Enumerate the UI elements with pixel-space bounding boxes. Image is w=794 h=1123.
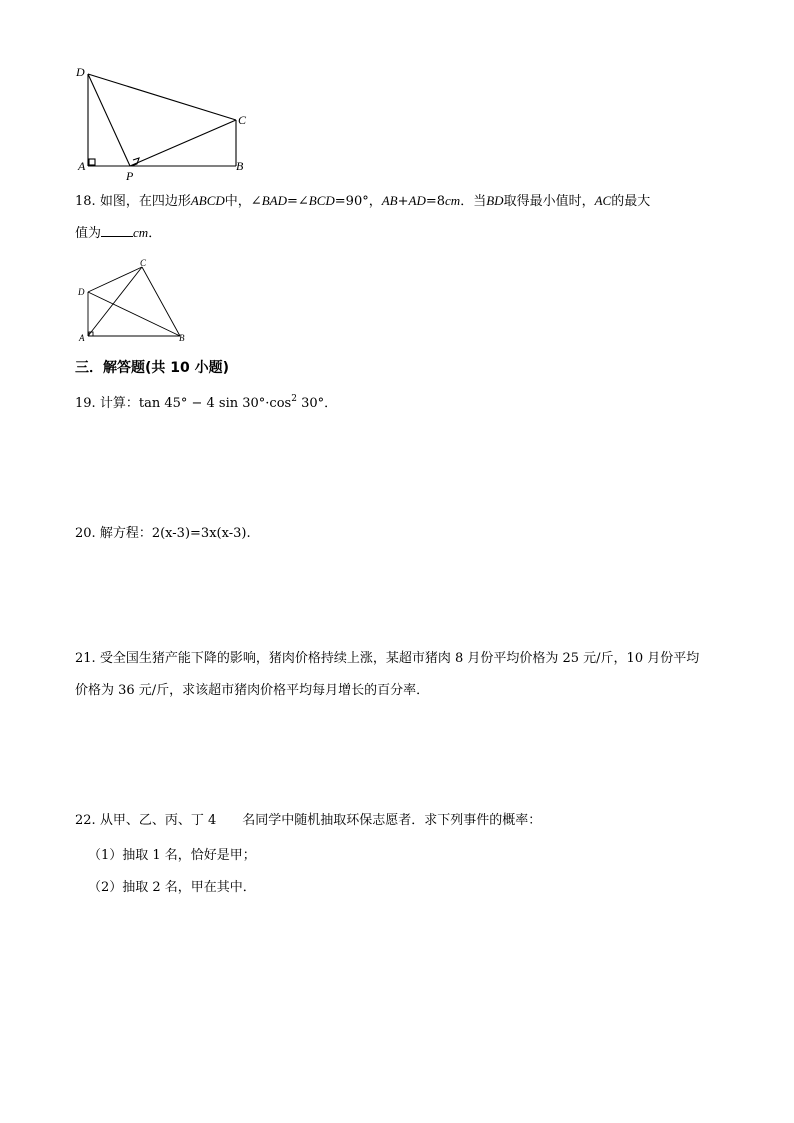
fig1-label-d: D <box>76 65 85 79</box>
q22-part1: （1）抽取 1 名，恰好是甲； <box>88 848 256 863</box>
q20-number: 20. <box>75 526 96 541</box>
figure-2-quadrilateral <box>74 255 194 345</box>
q20-equation: 2(x-3)=3x(x-3) <box>151 526 247 541</box>
q18-text-b: 中，∠ <box>224 194 262 209</box>
q18-angle1: BAD <box>261 193 287 208</box>
q18-ac: AC <box>594 193 612 208</box>
q18-text-c: =90°， <box>334 194 382 209</box>
q18-answer-blank[interactable] <box>101 224 133 237</box>
q21-line2: 价格为 36 元/斤，求该超市猪肉价格平均每月增长的百分率． <box>75 683 430 698</box>
q18-text-g: 的最大 <box>611 194 651 209</box>
q19-expr-sup: 2 <box>291 394 297 404</box>
fig1-label-a: A <box>78 159 86 173</box>
q18-angle2: BCD <box>308 193 335 208</box>
q18-unit: cm <box>445 193 461 208</box>
q19-number: 19. <box>75 396 96 411</box>
fig2-label-b: B <box>179 333 185 343</box>
q22-text-b: 名同学中随机抽取环保志愿者．求下列事件的概率： <box>242 813 542 828</box>
q18-number: 18. <box>75 194 96 209</box>
fig1-label-p: P <box>126 169 134 182</box>
q21-number: 21. <box>75 651 96 666</box>
fig2-label-a: A <box>79 333 85 343</box>
fig2-label-c: C <box>140 258 147 268</box>
q19-expr-b: 30° <box>296 396 325 411</box>
q20-prefix: 解方程： <box>99 526 152 541</box>
q19-line <box>75 394 337 414</box>
q22-part2: （2）抽取 2 名，甲在其中． <box>88 880 256 895</box>
q22-text-a: 从甲、乙、丙、丁 4 <box>99 813 217 828</box>
q18-text-a: 如图，在四边形 <box>99 194 191 209</box>
q19-end: ． <box>324 396 338 411</box>
q18-ab: AB <box>381 193 398 208</box>
q18-ad: AD <box>408 193 426 208</box>
q20-line <box>75 524 251 544</box>
q19-expr-a: tan 45° − 4 sin 30°·cos <box>138 396 292 411</box>
q18-line2 <box>75 223 161 244</box>
figure-1-quadrilateral <box>70 62 260 182</box>
q18-line1 <box>75 191 650 212</box>
q18-bd: BD <box>486 193 504 208</box>
fig1-label-b: B <box>236 159 244 173</box>
q18-plus: + <box>397 194 409 209</box>
q18-text-f: 取得最小值时， <box>503 194 595 209</box>
q18-text-d: =8 <box>425 194 446 209</box>
fig2-label-d: D <box>78 287 85 297</box>
q21-text-line1: 受全国生猪产能下降的影响，猪肉价格持续上涨，某超市猪肉 8 月份平均价格为 25 元/斤，10 月份平均 <box>99 651 700 666</box>
q18-quad: ABCD <box>190 193 225 208</box>
q19-prefix: 计算： <box>99 396 139 411</box>
q18-eq1: =∠ <box>286 194 309 209</box>
q18-line2-prefix: 值为 <box>75 226 102 241</box>
q20-end: . <box>246 526 251 541</box>
q18-line2-end: ． <box>148 226 162 241</box>
q18-line2-unit: cm <box>133 225 149 240</box>
q18-text-e: ．当 <box>460 194 487 209</box>
q21-line1 <box>75 649 699 669</box>
q22-number: 22. <box>75 813 96 828</box>
section-3-title: 三．解答题(共 10 小题) <box>75 360 230 376</box>
q22-line1 <box>75 811 541 831</box>
fig1-label-c: C <box>238 113 247 127</box>
